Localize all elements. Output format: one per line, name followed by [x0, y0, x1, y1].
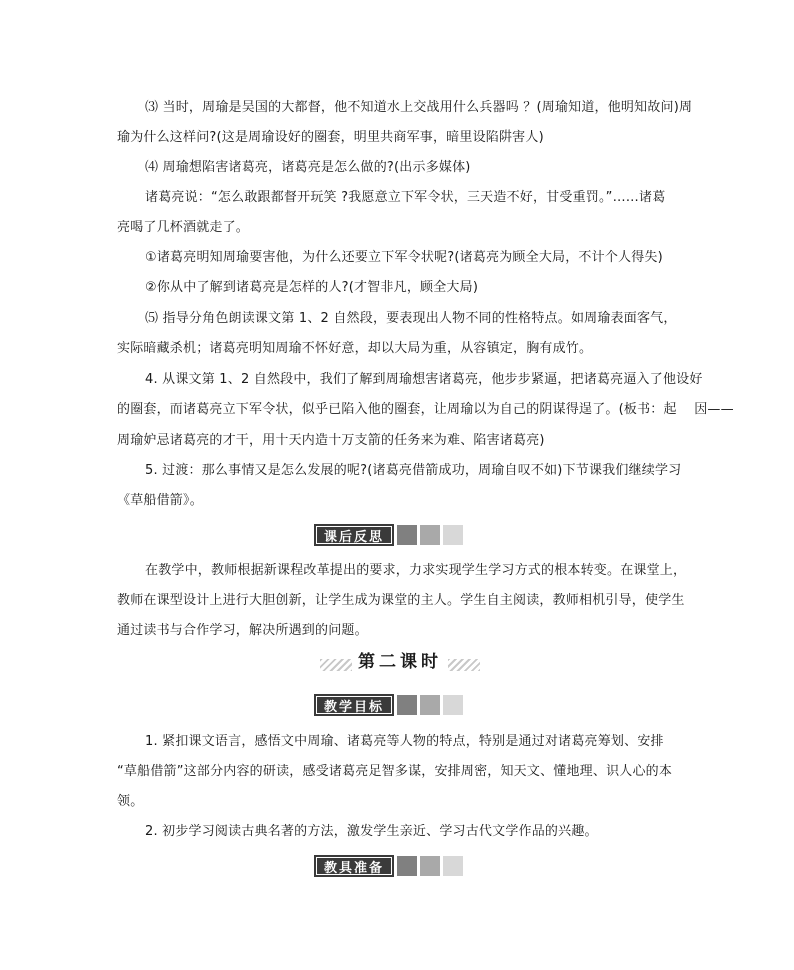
paragraph-line: 领。: [117, 794, 144, 809]
banner-decor-box: [443, 856, 463, 876]
paragraph-line: 1. 紧扣课文语言，感悟文中周瑜、诸葛亮等人物的特点，特别是通过对诸葛亮筹划、安排: [145, 734, 664, 749]
banner-decor-box: [420, 525, 440, 545]
banner-decor-box: [443, 525, 463, 545]
paragraph-line: 4. 从课文第 1、2 自然段中，我们了解到周瑜想害诸葛亮，他步步紧逼，把诸葛亮逼入了他设好: [145, 372, 703, 387]
paragraph-line: 《草船借箭》。: [117, 493, 203, 508]
banner-label: 教具准备: [314, 855, 394, 877]
paragraph-line: ①诸葛亮明知周瑜要害他，为什么还要立下军令状呢?(诸葛亮为顾全大局，不计个人得失): [145, 250, 663, 265]
banner-decor-box: [420, 856, 440, 876]
paragraph-line: ⑸ 指导分角色朗读课文第 1、2 自然段，要表现出人物不同的性格特点。如周瑜表面客气，: [145, 311, 677, 326]
banner-decor-box: [397, 695, 417, 715]
paragraph-line: 2. 初步学习阅读古典名著的方法，激发学生亲近、学习古代文学作品的兴趣。: [145, 824, 598, 839]
section-banner-objectives: [314, 694, 463, 716]
banner-decor-box: [443, 695, 463, 715]
paragraph-line: 诸葛亮说：“怎么敢跟都督开玩笑 ?我愿意立下军令状，三天造不好，甘受重罚。”……诸葛: [145, 190, 666, 205]
paragraph-line: “草船借箭”这部分内容的研读，感受诸葛亮足智多谋，安排周密，知天文、懂地理、识人心的本: [117, 764, 673, 779]
paragraph-line: 通过读书与合作学习，解决所遇到的问题。: [117, 623, 368, 638]
section-banner-reflection: [314, 524, 463, 546]
banner-label: 课后反思: [314, 524, 394, 546]
banner-decor-box: [397, 856, 417, 876]
lesson-title: [320, 646, 480, 672]
paragraph-line: 在教学中，教师根据新课程改革提出的要求，力求实现学生学习方式的根本转变。在课堂上，: [145, 563, 687, 578]
paragraph-line: ⑶ 当时，周瑜是吴国的大都督，他不知道水上交战用什么兵器吗 ？(周瑜知道，他明知故问)周: [145, 100, 693, 115]
paragraph-line: 瑜为什么这样问?(这是周瑜设好的圈套，明里共商军事，暗里设陷阱害人): [117, 130, 544, 145]
paragraph-line: 教师在课型设计上进行大胆创新，让学生成为课堂的主人。学生自主阅读，教师相机引导，使学生: [117, 593, 685, 608]
paragraph-line: ⑷ 周瑜想陷害诸葛亮，诸葛亮是怎么做的?(出示多媒体): [145, 160, 471, 175]
paragraph-line: 的圈套，而诸葛亮立下军令状，似乎已陷入他的圈套，让周瑜以为自己的阴谋得逞了。(板书：起 因——: [117, 402, 734, 417]
section-banner-materials: [314, 855, 463, 877]
paragraph-line: 周瑜妒忌诸葛亮的才干，用十天内造十万支箭的任务来为难、陷害诸葛亮): [117, 433, 545, 448]
paragraph-line: 5. 过渡：那么事情又是怎么发展的呢?(诸葛亮借箭成功，周瑜自叹不如)下节课我们继续学习: [145, 463, 682, 478]
paragraph-line: 实际暗藏杀机；诸葛亮明知周瑜不怀好意，却以大局为重，从容镇定，胸有成竹。: [117, 341, 593, 356]
lesson-title-text: 第二课时: [352, 647, 448, 672]
banner-label: 教学目标: [314, 694, 394, 716]
paragraph-line: ②你从中了解到诸葛亮是怎样的人?(才智非凡，顾全大局): [145, 280, 479, 295]
banner-decor-box: [420, 695, 440, 715]
paragraph-line: 亮喝了几杯酒就走了。: [117, 220, 250, 235]
banner-decor-box: [397, 525, 417, 545]
